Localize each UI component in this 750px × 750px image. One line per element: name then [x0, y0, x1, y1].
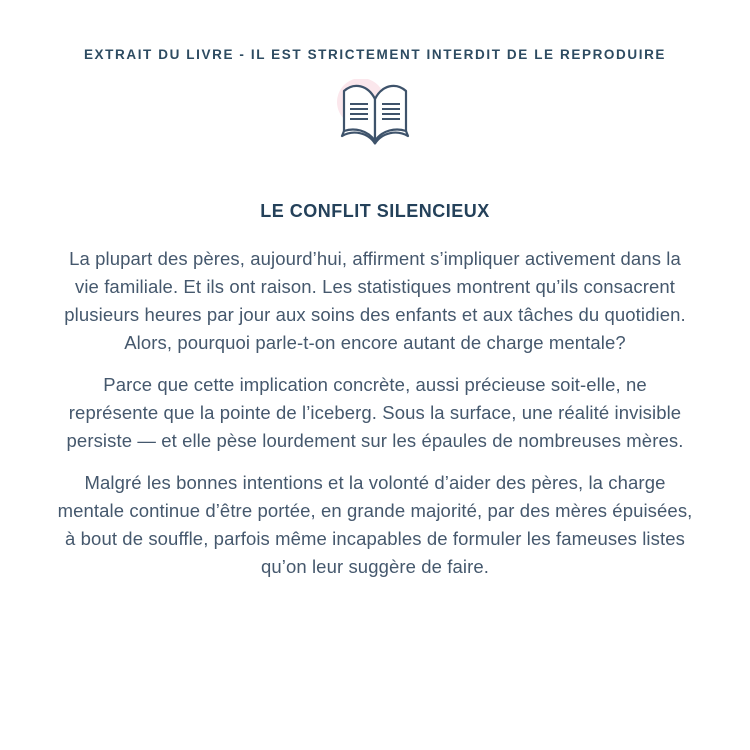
paragraph-1: La plupart des pères, aujourd’hui, affirment s’impliquer activement dans la vie familiale. Et ils ont raison. Les statistiques montrent qu’ils consacrent plusieurs heures par jour aux soins des enfants et aux tâches du quotidien. Alors, pourquoi parle-t-on encore autant de charge mentale?: [64, 248, 686, 353]
open-book-icon: [335, 79, 415, 149]
chapter-title: LE CONFLIT SILENCIEUX: [260, 201, 490, 221]
article-body: [57, 245, 693, 581]
copyright-notice: EXTRAIT DU LIVRE - IL EST STRICTEMENT INTERDIT DE LE REPRODUIRE: [83, 47, 667, 62]
paragraph-2: Parce que cette implication concrète, aussi précieuse soit-elle, ne représente que la pointe de l’iceberg. Sous la surface, une réalité invisible persiste — et elle pèse lourdement sur les épaules de nombreuses mères.: [66, 374, 684, 451]
open-book-icon-svg: [335, 79, 415, 149]
paragraph-3: Malgré les bonnes intentions et la volonté d’aider des pères, la charge mentale continue d’être portée, en grande majorité, par des mères épuisées, à bout de souffle, parfois même incapables de formuler les fameuses listes qu’on leur suggère de faire.: [57, 472, 693, 577]
